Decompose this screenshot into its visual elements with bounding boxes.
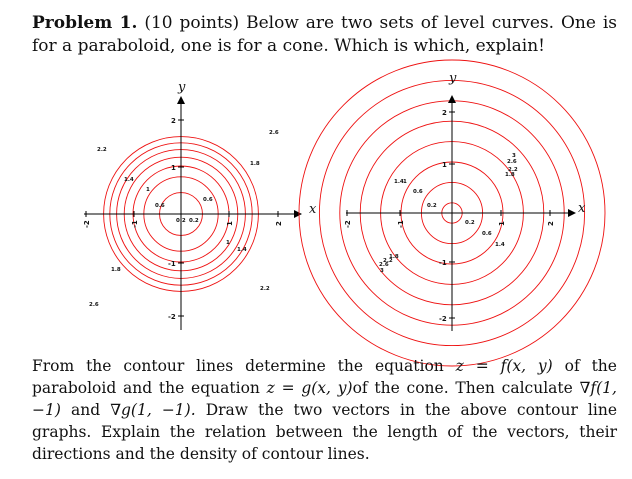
- contour-label: 1.8: [111, 267, 121, 273]
- contour-label: 1: [146, 187, 150, 193]
- followup-part-2: of the paraboloid and the equation: [32, 357, 617, 397]
- contour-label: 2.2: [383, 258, 393, 264]
- graph-2-x-arrow-icon: [568, 209, 576, 217]
- contour-label: 2.6: [89, 302, 99, 308]
- graph-2-ytick: -2: [439, 315, 447, 323]
- gradient-f: ∇f(1, −1): [32, 379, 617, 419]
- graph-1-xtick: 1: [226, 221, 234, 226]
- contour-label: 0.2: [465, 220, 475, 226]
- graph-1-ytick: 2: [171, 117, 176, 125]
- graph-1-x-arrow-icon: [294, 210, 302, 218]
- contour-label: 2.2: [508, 167, 518, 173]
- followup-part-4: and: [70, 401, 101, 419]
- contour-label: 1: [403, 179, 407, 185]
- followup-part-1: From the contour lines determine the equation: [32, 357, 444, 375]
- contour-label: 2.6: [269, 130, 279, 136]
- graph-2-xtick: 1: [498, 221, 506, 226]
- followup-part-5: Draw the two vectors in the above contour line graphs. Explain the relation between the length of the vectors, their directions and the density of contour lines.: [32, 401, 617, 463]
- contour-label: 2.2: [97, 147, 107, 153]
- graph-2-xtick: -1: [397, 220, 405, 228]
- graph-1-y-label: y: [178, 80, 186, 95]
- equation-f: z = f(x, y): [455, 357, 553, 375]
- contour-label: 2.6: [507, 159, 517, 165]
- contour-label: 0.6: [413, 189, 423, 195]
- graph-1-ytick: -2: [168, 313, 176, 321]
- graph-2-ytick: -1: [439, 259, 447, 267]
- contour-label: 3: [512, 153, 516, 159]
- graph-2-y-label: y: [449, 71, 457, 86]
- graph-1-xtick: -2: [83, 220, 91, 228]
- graph-1-ytick: -1: [168, 260, 176, 268]
- contour-label: 0.2: [176, 218, 186, 224]
- graph-1-y-arrow-icon: [177, 96, 185, 104]
- graph-2-x-label: x: [578, 201, 586, 216]
- contour-label: 0.2: [189, 218, 199, 224]
- contour-label: 1.8: [250, 161, 260, 167]
- graph-1-ytick: 1: [171, 164, 176, 172]
- contour-label: 1.8: [505, 172, 515, 178]
- contour-label: 0.6: [155, 203, 165, 209]
- contour-label: 1.4: [394, 179, 404, 185]
- problem-number: Problem 1.: [32, 13, 138, 33]
- graph-1-x-label: x: [309, 202, 317, 217]
- equation-g: z = g(x, y): [266, 379, 353, 397]
- graph-cone: [299, 60, 605, 366]
- contour-label: 3: [380, 268, 384, 274]
- graph-2-y-arrow-icon: [448, 95, 456, 103]
- graph-1-xtick: -1: [131, 220, 139, 228]
- graph-paraboloid: [83, 80, 317, 330]
- contour-label: 1: [226, 240, 230, 246]
- contour-label: 1.4: [495, 242, 505, 248]
- followup-text: [32, 355, 617, 465]
- contour-label: 1.8: [389, 254, 399, 260]
- problem-text: (10 points) Below are two sets of level curves. One is for a paraboloid, one is for a cone. Which is which, explain!: [32, 13, 617, 56]
- graph-2-xtick: 2: [547, 221, 555, 226]
- graph-2-ytick: 2: [442, 109, 447, 117]
- contour-label: 1.4: [124, 177, 134, 183]
- graph-2-ytick: 1: [442, 161, 447, 169]
- graph-2-xtick: -2: [344, 220, 352, 228]
- gradient-g: ∇g(1, −1).: [110, 401, 196, 419]
- graph-1-xtick: 2: [275, 221, 283, 226]
- followup-part-3: of the cone. Then calculate: [352, 379, 573, 397]
- contour-label: 0.6: [203, 197, 213, 203]
- contour-label: 1.4: [237, 247, 247, 253]
- contour-label: 0.2: [427, 203, 437, 209]
- contour-label: 2.2: [260, 286, 270, 292]
- contour-label: 2.6: [379, 262, 389, 268]
- contour-label: 0.6: [482, 231, 492, 237]
